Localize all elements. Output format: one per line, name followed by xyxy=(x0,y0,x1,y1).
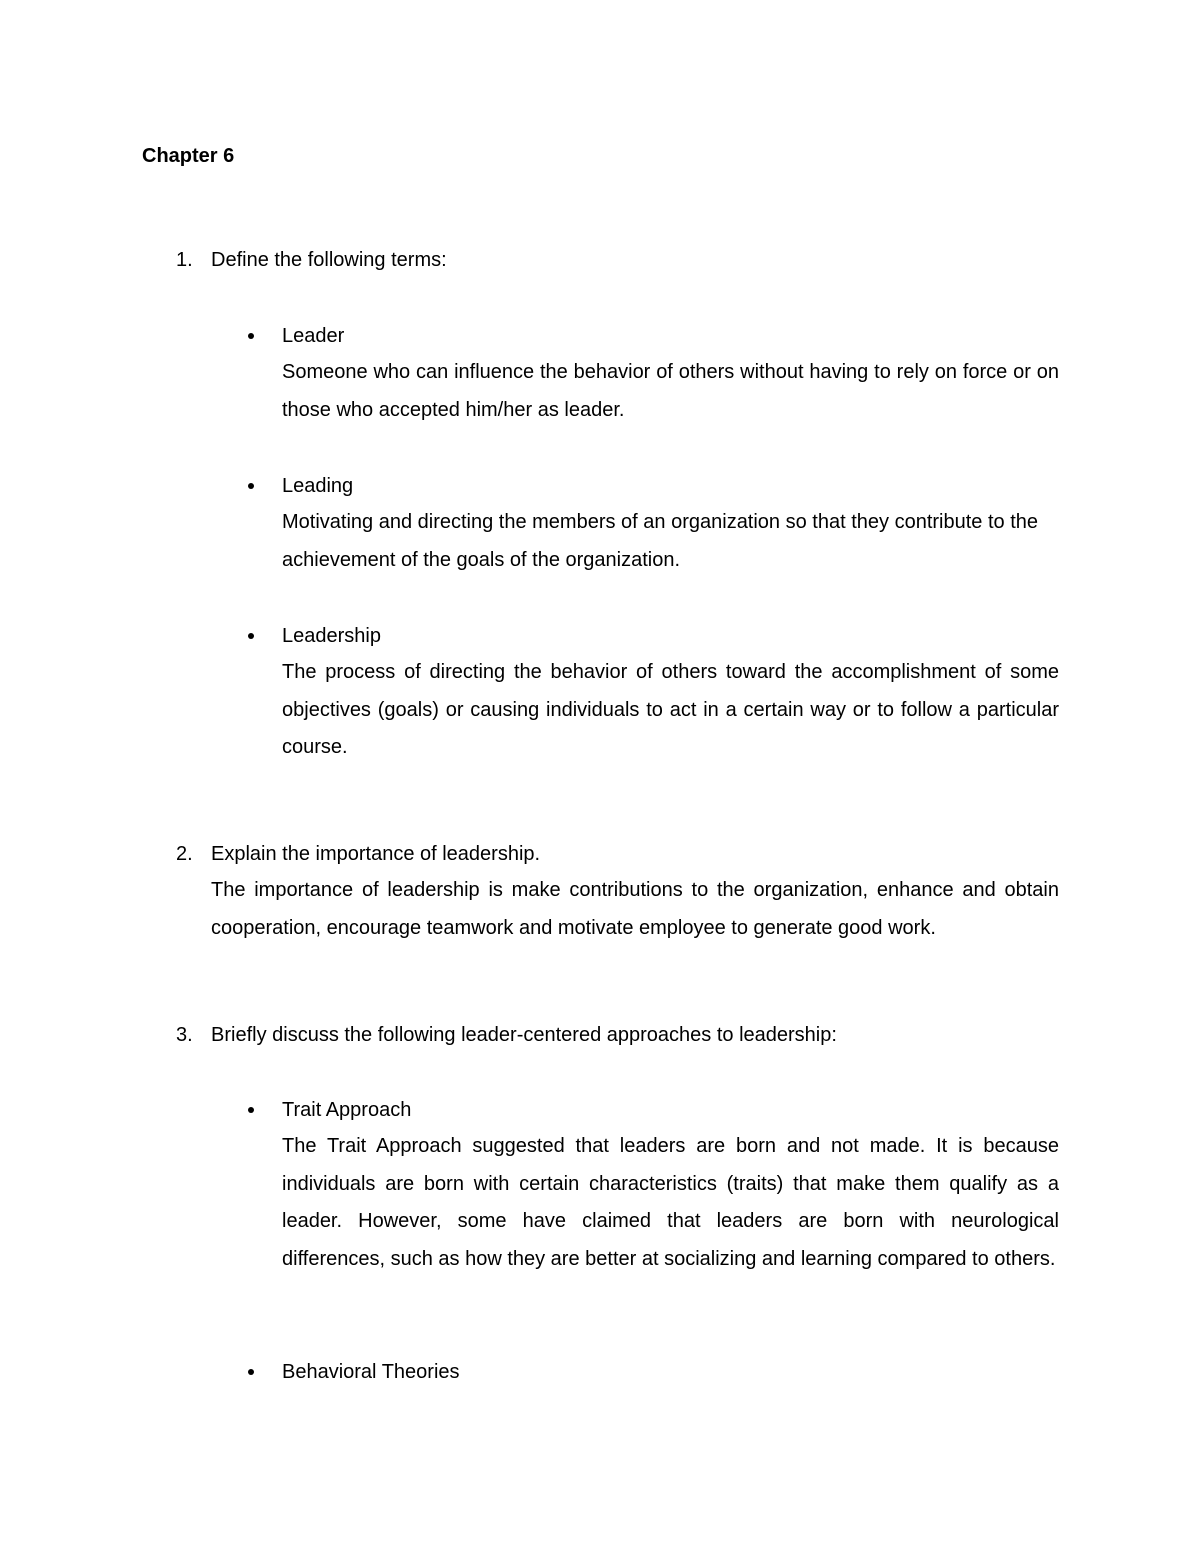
question-text: Define the following terms: xyxy=(211,249,447,271)
definition-leadership: The process of directing the behavior of others toward the accomplishment of some objectives (goals) or causing individuals to act in a certain way or to follow a particular course. xyxy=(282,661,1059,758)
bullet-icon xyxy=(246,1358,256,1386)
question-number: 1. xyxy=(176,249,193,271)
answer-importance: The importance of leadership is make contributions to the organization, enhance and obtain cooperation, encourage teamwork and motivate employee to generate good work. xyxy=(211,879,1059,939)
bullet-icon xyxy=(246,472,256,500)
question-text: Briefly discuss the following leader-centered approaches to leadership: xyxy=(211,1024,837,1046)
question-number: 3. xyxy=(176,1024,193,1046)
term-leadership: Leadership xyxy=(282,625,381,647)
definition-leading: Motivating and directing the members of an organization so that they contribute to the achievement of the goals of the organization. xyxy=(282,511,1038,571)
bullet-icon xyxy=(246,1096,256,1124)
chapter-title: Chapter 6 xyxy=(142,145,235,167)
definition-trait-approach: The Trait Approach suggested that leaders are born and not made. It is because individuals are born with certain characteristics (traits) that make them qualify as a leader. However, some have claimed that leaders are born with neurological differences, such as how they are better at socializing and learning compared to others. xyxy=(282,1135,1059,1270)
term-leader: Leader xyxy=(282,325,345,347)
definition-leader: Someone who can influence the behavior of others without having to rely on force or on those who accepted him/her as leader. xyxy=(282,361,1059,421)
term-trait-approach: Trait Approach xyxy=(282,1099,412,1121)
term-leading: Leading xyxy=(282,475,354,497)
term-behavioral-theories: Behavioral Theories xyxy=(282,1361,460,1383)
question-text: Explain the importance of leadership. xyxy=(211,843,541,865)
question-number: 2. xyxy=(176,843,193,865)
bullet-icon xyxy=(246,622,256,650)
bullet-icon xyxy=(246,322,256,350)
